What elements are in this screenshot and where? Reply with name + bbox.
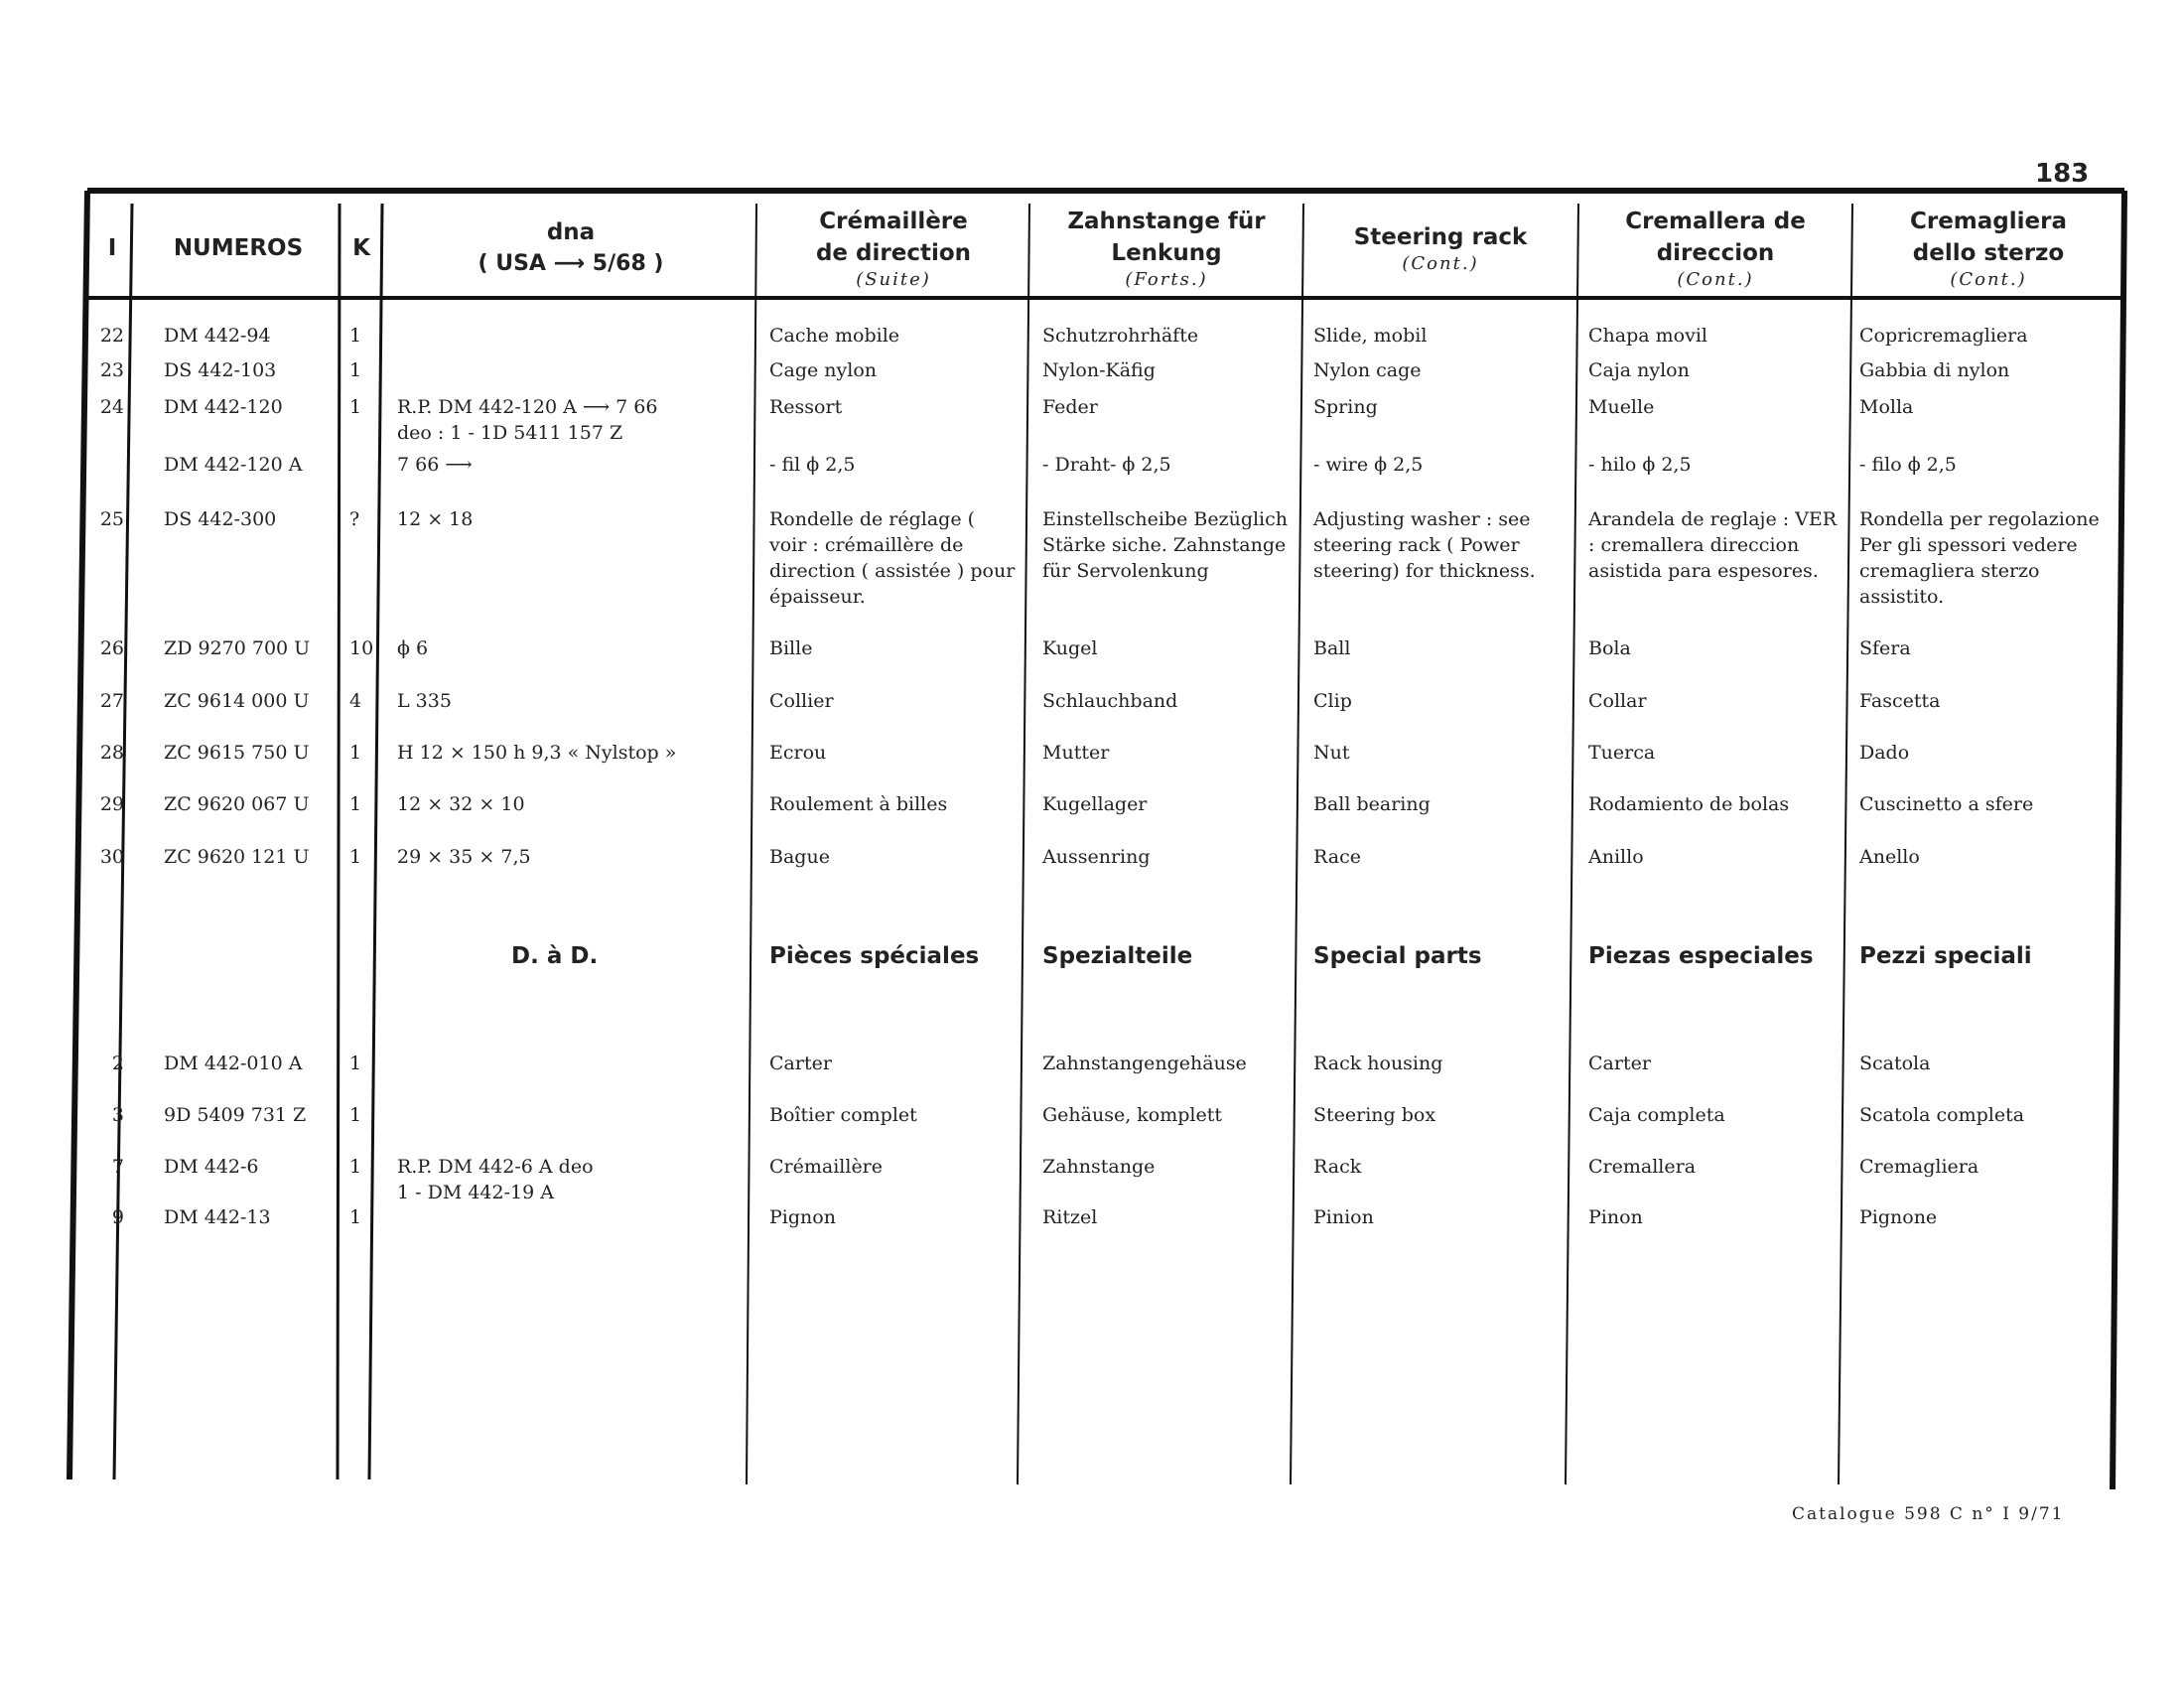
cell-es: Tuerca (1588, 742, 1656, 764)
section-es: Piezas especiales (1588, 943, 1814, 969)
cell-es: Anillo (1588, 846, 1644, 868)
cell-de: Zahnstange (1042, 1156, 1156, 1178)
col-divider (1018, 204, 1029, 1484)
header-it-title: Cremagliera (1909, 209, 2067, 234)
cell-es: Carter (1588, 1053, 1651, 1074)
cell-i: 29 (99, 793, 124, 815)
cell-es: Pinon (1588, 1206, 1643, 1228)
cell-fr: Ressort (769, 396, 843, 418)
cell-num: DM 442-6 (164, 1156, 259, 1178)
header-es (1581, 204, 1849, 293)
cell-it: Rondella per regolazione Per gli spessori vedere cremagliera sterzo assistito. (1859, 508, 2100, 608)
header-dna-note: ( USA ⟶ 5/68 ) (478, 251, 664, 276)
cell-de: Schutzrohrhäfte (1042, 325, 1199, 347)
cell-fr: - fil ϕ 2,5 (769, 454, 856, 476)
cell-k: 1 (349, 846, 362, 868)
cell-k: 10 (349, 637, 374, 659)
cell-en: Slide, mobil (1313, 325, 1428, 347)
header-de-sub: (Forts.) (1125, 269, 1208, 290)
cell-num: DS 442-300 (164, 508, 277, 530)
cell-k: ? (349, 508, 360, 530)
cell-de: Zahnstangengehäuse (1042, 1053, 1247, 1074)
cell-num: ZD 9270 700 U (164, 637, 311, 659)
col-divider (369, 204, 382, 1479)
header-en-sub: (Cont.) (1402, 253, 1479, 274)
cell-es: Rodamiento de bolas (1588, 793, 1790, 815)
cell-fr: Cache mobile (769, 325, 900, 347)
section-de: Spezialteile (1042, 943, 1193, 969)
cell-de: Gehäuse, komplett (1042, 1104, 1223, 1126)
cell-k: 4 (349, 690, 362, 712)
cell-dna: R.P. DM 442-6 A deo (397, 1156, 594, 1178)
cell-en: Race (1313, 846, 1361, 868)
cell-en: Rack (1313, 1156, 1362, 1178)
cell-it: Scatola completa (1859, 1104, 2025, 1126)
cell-en: Nut (1313, 742, 1350, 764)
cell-en: - wire ϕ 2,5 (1313, 454, 1424, 476)
header-fr-title2: de direction (815, 240, 972, 266)
header-fr-sub: (Suite) (856, 269, 931, 290)
section-en: Special parts (1313, 943, 1482, 969)
cell-de: Mutter (1042, 742, 1110, 764)
cell-en: Steering box (1313, 1104, 1436, 1126)
header-es-title2: direccion (1656, 240, 1775, 266)
cell-k: 1 (349, 1156, 362, 1178)
cell-num: 9D 5409 731 Z (164, 1104, 307, 1126)
cell-de: Schlauchband (1042, 690, 1178, 712)
cell-num: DS 442-103 (164, 359, 277, 381)
cell-num: ZC 9620 121 U (164, 846, 310, 868)
cell-k: 1 (349, 793, 362, 815)
header-index (92, 204, 132, 293)
cell-num: DM 442-94 (164, 325, 271, 347)
cell-fr: Pignon (769, 1206, 836, 1228)
cell-fr: Crémaillère (769, 1156, 884, 1178)
cell-es: Arandela de reglaje : VER : cremallera direccion asistida para espesores. (1588, 508, 1838, 582)
cell-it: - filo ϕ 2,5 (1859, 454, 1957, 476)
col-divider (338, 204, 340, 1479)
cell-i: 9 (111, 1206, 124, 1228)
cell-i: 26 (99, 637, 124, 659)
cell-es: Muelle (1588, 396, 1655, 418)
cell-fr: Cage nylon (769, 359, 878, 381)
header-en (1306, 204, 1574, 293)
cell-dna: 7 66 ⟶ (397, 454, 473, 476)
cell-it: Scatola (1859, 1053, 1931, 1074)
cell-k: 1 (349, 359, 362, 381)
cell-es: Bola (1588, 637, 1631, 659)
header-index-label: I (107, 235, 117, 261)
cell-de: Aussenring (1042, 846, 1151, 868)
cell-k: 1 (349, 325, 362, 347)
cell-fr: Boîtier complet (769, 1104, 917, 1126)
cell-fr: Carter (769, 1053, 832, 1074)
header-k (342, 204, 380, 293)
col-divider (747, 204, 756, 1484)
catalogue-footer: Catalogue 598 C n° I 9/71 (1792, 1504, 2065, 1524)
header-fr-title: Crémaillère (819, 209, 968, 234)
header-k-label: K (352, 235, 370, 261)
cell-dna: 12 × 32 × 10 (397, 793, 525, 815)
cell-i: 2 (111, 1053, 124, 1074)
header-numeros-label: NUMEROS (173, 235, 304, 261)
cell-de: Einstellscheibe Bezüglich Stärke siche. Zahnstange für Servolenkung (1042, 508, 1289, 582)
header-it-title2: dello sterzo (1912, 240, 2065, 266)
cell-dna: R.P. DM 442-120 A ⟶ 7 66 (397, 396, 658, 418)
cell-en: Adjusting washer : see steering rack ( Power steering) for thickness. (1313, 508, 1536, 582)
cell-de: Kugel (1042, 637, 1098, 659)
section-it: Pezzi speciali (1859, 943, 2032, 969)
cell-k: 1 (349, 1053, 362, 1074)
cell-fr: Collier (769, 690, 834, 712)
cell-num: ZC 9620 067 U (164, 793, 310, 815)
cell-dna: ϕ 6 (397, 637, 429, 659)
cell-it: Fascetta (1859, 690, 1941, 712)
cell-i: 24 (99, 396, 124, 418)
cell-fr: Bague (769, 846, 830, 868)
cell-k: 1 (349, 742, 362, 764)
cell-dna: H 12 × 150 h 9,3 « Nylstop » (397, 742, 677, 764)
header-de-title2: Lenkung (1111, 240, 1222, 266)
header-de-title: Zahnstange für (1067, 209, 1266, 234)
cell-dna: 12 × 18 (397, 508, 474, 530)
header-dna-label: dna (546, 219, 596, 245)
section-dna: D. à D. (511, 943, 599, 969)
cell-fr: Bille (769, 637, 813, 659)
cell-i: 7 (111, 1156, 124, 1178)
cell-k: 1 (349, 396, 362, 418)
cell-en: Pinion (1313, 1206, 1374, 1228)
cell-it: Dado (1859, 742, 1910, 764)
cell-num: DM 442-13 (164, 1206, 271, 1228)
cell-es: Caja completa (1588, 1104, 1725, 1126)
cell-en: Nylon cage (1313, 359, 1422, 381)
cell-i: 22 (99, 325, 124, 347)
cell-en: Ball (1313, 637, 1351, 659)
cell-it: Pignone (1859, 1206, 1938, 1228)
header-it-sub: (Cont.) (1950, 269, 2027, 290)
cell-it: Cremagliera (1859, 1156, 1979, 1178)
cell-es: - hilo ϕ 2,5 (1588, 454, 1692, 476)
header-es-sub: (Cont.) (1677, 269, 1754, 290)
cell-k: 1 (349, 1206, 362, 1228)
table-right-border (2113, 191, 2124, 1489)
cell-i: 23 (99, 359, 124, 381)
cell-es: Chapa movil (1588, 325, 1707, 347)
cell-en: Clip (1313, 690, 1352, 712)
cell-en: Ball bearing (1313, 793, 1431, 815)
cell-num: ZC 9615 750 U (164, 742, 310, 764)
page-number: 183 (2035, 159, 2090, 189)
header-de (1032, 204, 1300, 293)
cell-de: Ritzel (1042, 1206, 1098, 1228)
cell-de: Kugellager (1042, 793, 1148, 815)
cell-num: DM 442-120 (164, 396, 283, 418)
cell-it: Cuscinetto a sfere (1859, 793, 2034, 815)
cell-fr: Rondelle de réglage ( voir : crémaillère de direction ( assistée ) pour épaisseur. (769, 508, 1016, 608)
cell-dna: 29 × 35 × 7,5 (397, 846, 531, 868)
cell-de: - Draht- ϕ 2,5 (1042, 454, 1171, 476)
cell-dna-line2: deo : 1 - 1D 5411 157 Z (397, 422, 623, 444)
cell-k: 1 (349, 1104, 362, 1126)
cell-it: Gabbia di nylon (1859, 359, 2010, 381)
cell-num: DM 442-010 A (164, 1053, 303, 1074)
cell-en: Rack housing (1313, 1053, 1443, 1074)
cell-num: ZC 9614 000 U (164, 690, 310, 712)
cell-fr: Ecrou (769, 742, 827, 764)
cell-es: Collar (1588, 690, 1647, 712)
cell-es: Cremallera (1588, 1156, 1697, 1178)
header-es-title: Cremallera de (1625, 209, 1806, 234)
header-it (1855, 204, 2121, 293)
cell-it: Molla (1859, 396, 1914, 418)
section-fr: Pièces spéciales (769, 943, 980, 969)
cell-i: 30 (99, 846, 124, 868)
cell-es: Caja nylon (1588, 359, 1690, 381)
cell-de: Nylon-Käfig (1042, 359, 1156, 381)
cell-num: DM 442-120 A (164, 454, 303, 476)
header-dna (387, 204, 754, 293)
cell-en: Spring (1313, 396, 1378, 418)
cell-i: 25 (99, 508, 124, 530)
cell-dna: L 335 (397, 690, 452, 712)
header-fr (759, 204, 1027, 293)
cell-i: 27 (99, 690, 124, 712)
cell-fr: Roulement à billes (769, 793, 948, 815)
header-en-title: Steering rack (1353, 224, 1528, 250)
cell-it: Copricremagliera (1859, 325, 2028, 347)
cell-it: Sfera (1859, 637, 1911, 659)
cell-de: Feder (1042, 396, 1098, 418)
cell-i: 3 (111, 1104, 124, 1126)
cell-i: 28 (99, 742, 124, 764)
cell-dna-line2: 1 - DM 442-19 A (397, 1182, 554, 1203)
header-numeros (139, 204, 338, 293)
table-left-border (69, 191, 87, 1479)
cell-it: Anello (1859, 846, 1920, 868)
